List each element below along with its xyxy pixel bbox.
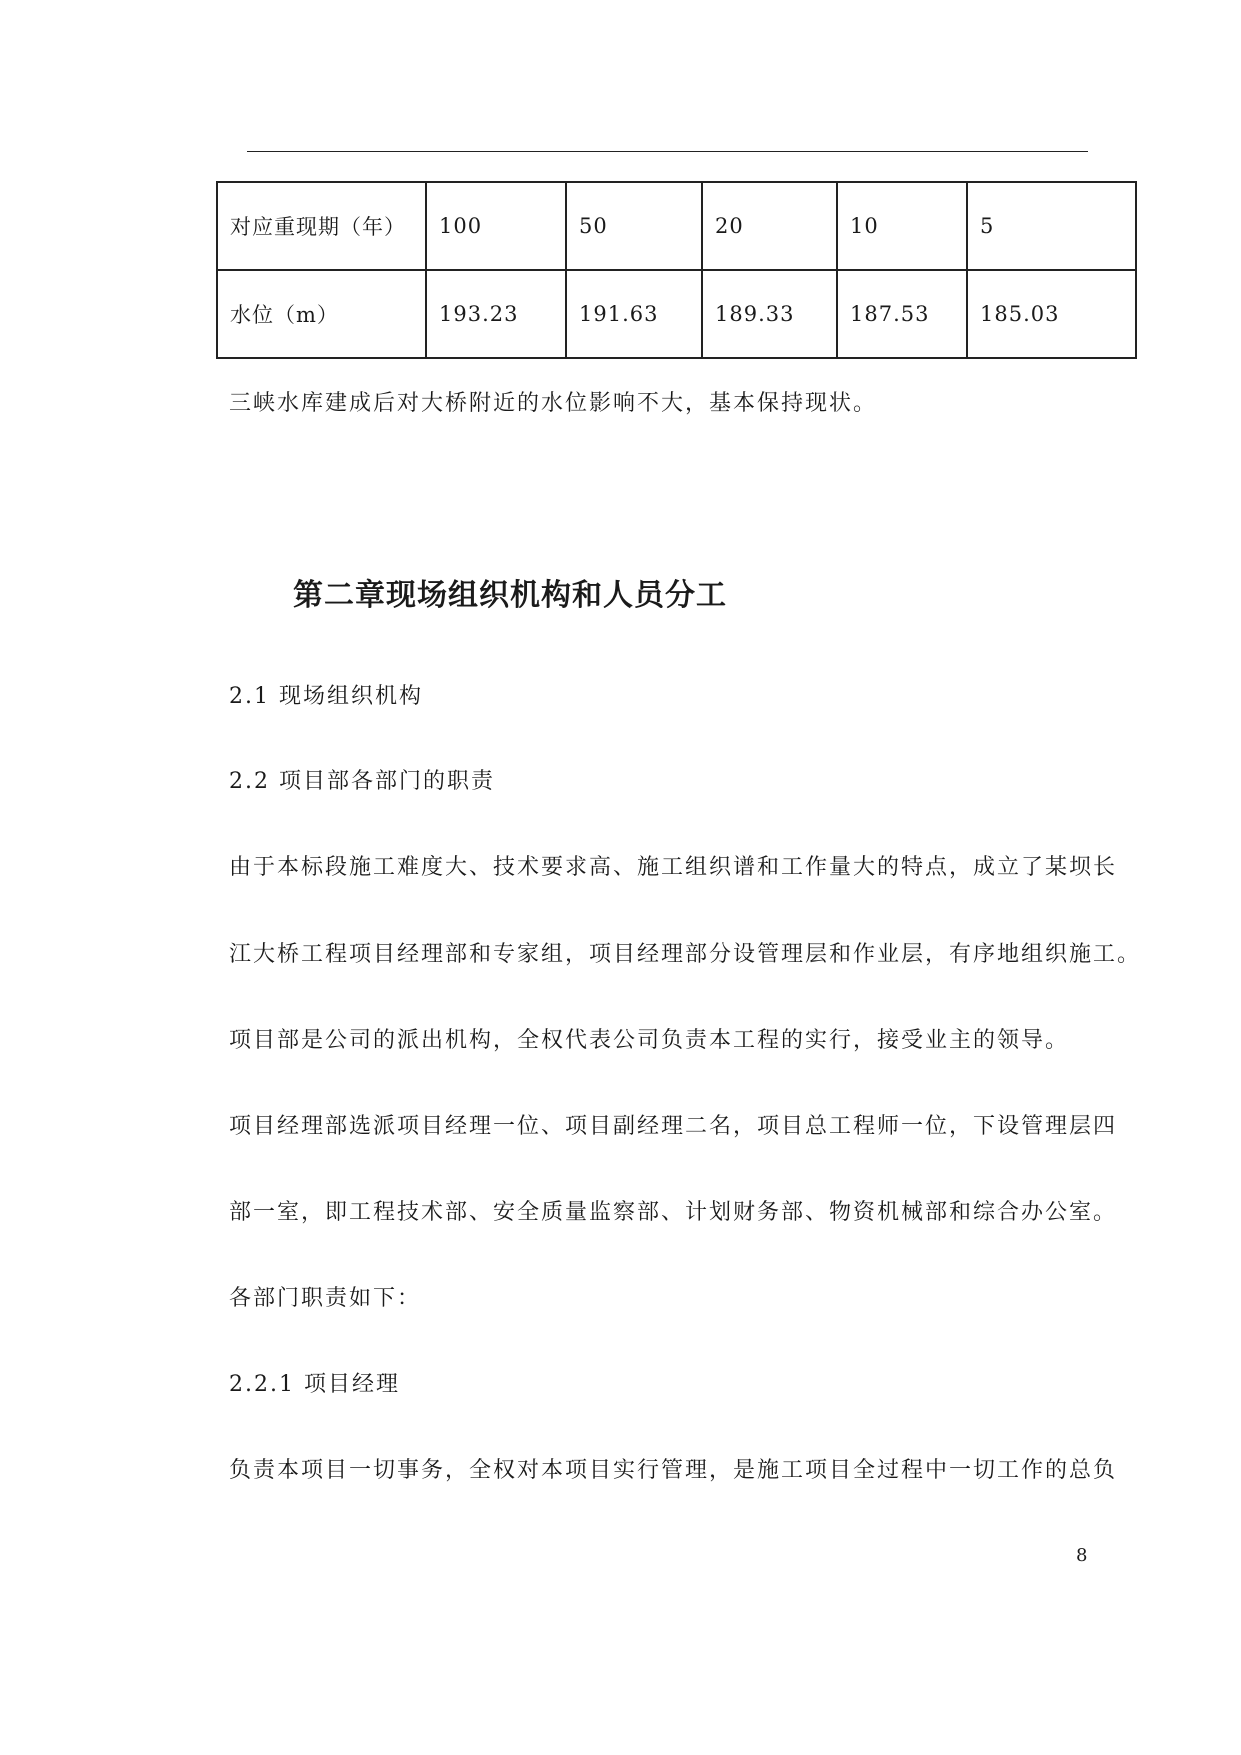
table-cell: 185.03: [967, 270, 1136, 358]
table-cell: 189.33: [702, 270, 837, 358]
section-heading-2-2-1: 2.2.1 项目经理: [229, 1372, 400, 1397]
header-rule: [247, 151, 1088, 152]
section-heading-2-2: 2.2 项目部各部门的职责: [229, 769, 495, 794]
table-cell: 193.23: [426, 270, 566, 358]
table-cell: 100: [426, 182, 566, 270]
paragraph-line: 由于本标段施工难度大、技术要求高、施工组织谱和工作量大的特点，成立了某坝长: [229, 855, 1118, 880]
chapter-title: 第二章现场组织机构和人员分工: [293, 578, 727, 613]
table-cell: 水位（m）: [217, 270, 426, 358]
table-row: [217, 270, 1136, 358]
paragraph-line: 部一室，即工程技术部、安全质量监察部、计划财务部、物资机械部和综合办公室。: [229, 1200, 1118, 1225]
paragraph-line: 负责本项目一切事务，全权对本项目实行管理，是施工项目全过程中一切工作的总负: [229, 1458, 1118, 1483]
table-cell: 187.53: [837, 270, 967, 358]
table-row: [217, 182, 1136, 270]
section-heading-2-1: 2.1 现场组织机构: [229, 684, 423, 709]
paragraph-line: 项目部是公司的派出机构，全权代表公司负责本工程的实行，接受业主的领导。: [229, 1028, 1070, 1053]
table-cell: 20: [702, 182, 837, 270]
paragraph-line: 江大桥工程项目经理部和专家组，项目经理部分设管理层和作业层，有序地组织施工。: [229, 942, 1142, 967]
table-cell: 50: [566, 182, 702, 270]
note-text: 三峡水库建成后对大桥附近的水位影响不大，基本保持现状。: [229, 391, 878, 416]
water-level-table: [216, 181, 1137, 359]
paragraph-line: 项目经理部选派项目经理一位、项目副经理二名，项目总工程师一位，下设管理层四: [229, 1114, 1118, 1139]
paragraph-line: 各部门职责如下：: [229, 1286, 422, 1311]
page-number: 8: [1076, 1545, 1088, 1566]
table-cell: 对应重现期（年）: [217, 182, 426, 270]
table-cell: 5: [967, 182, 1136, 270]
table-cell: 191.63: [566, 270, 702, 358]
table-cell: 10: [837, 182, 967, 270]
